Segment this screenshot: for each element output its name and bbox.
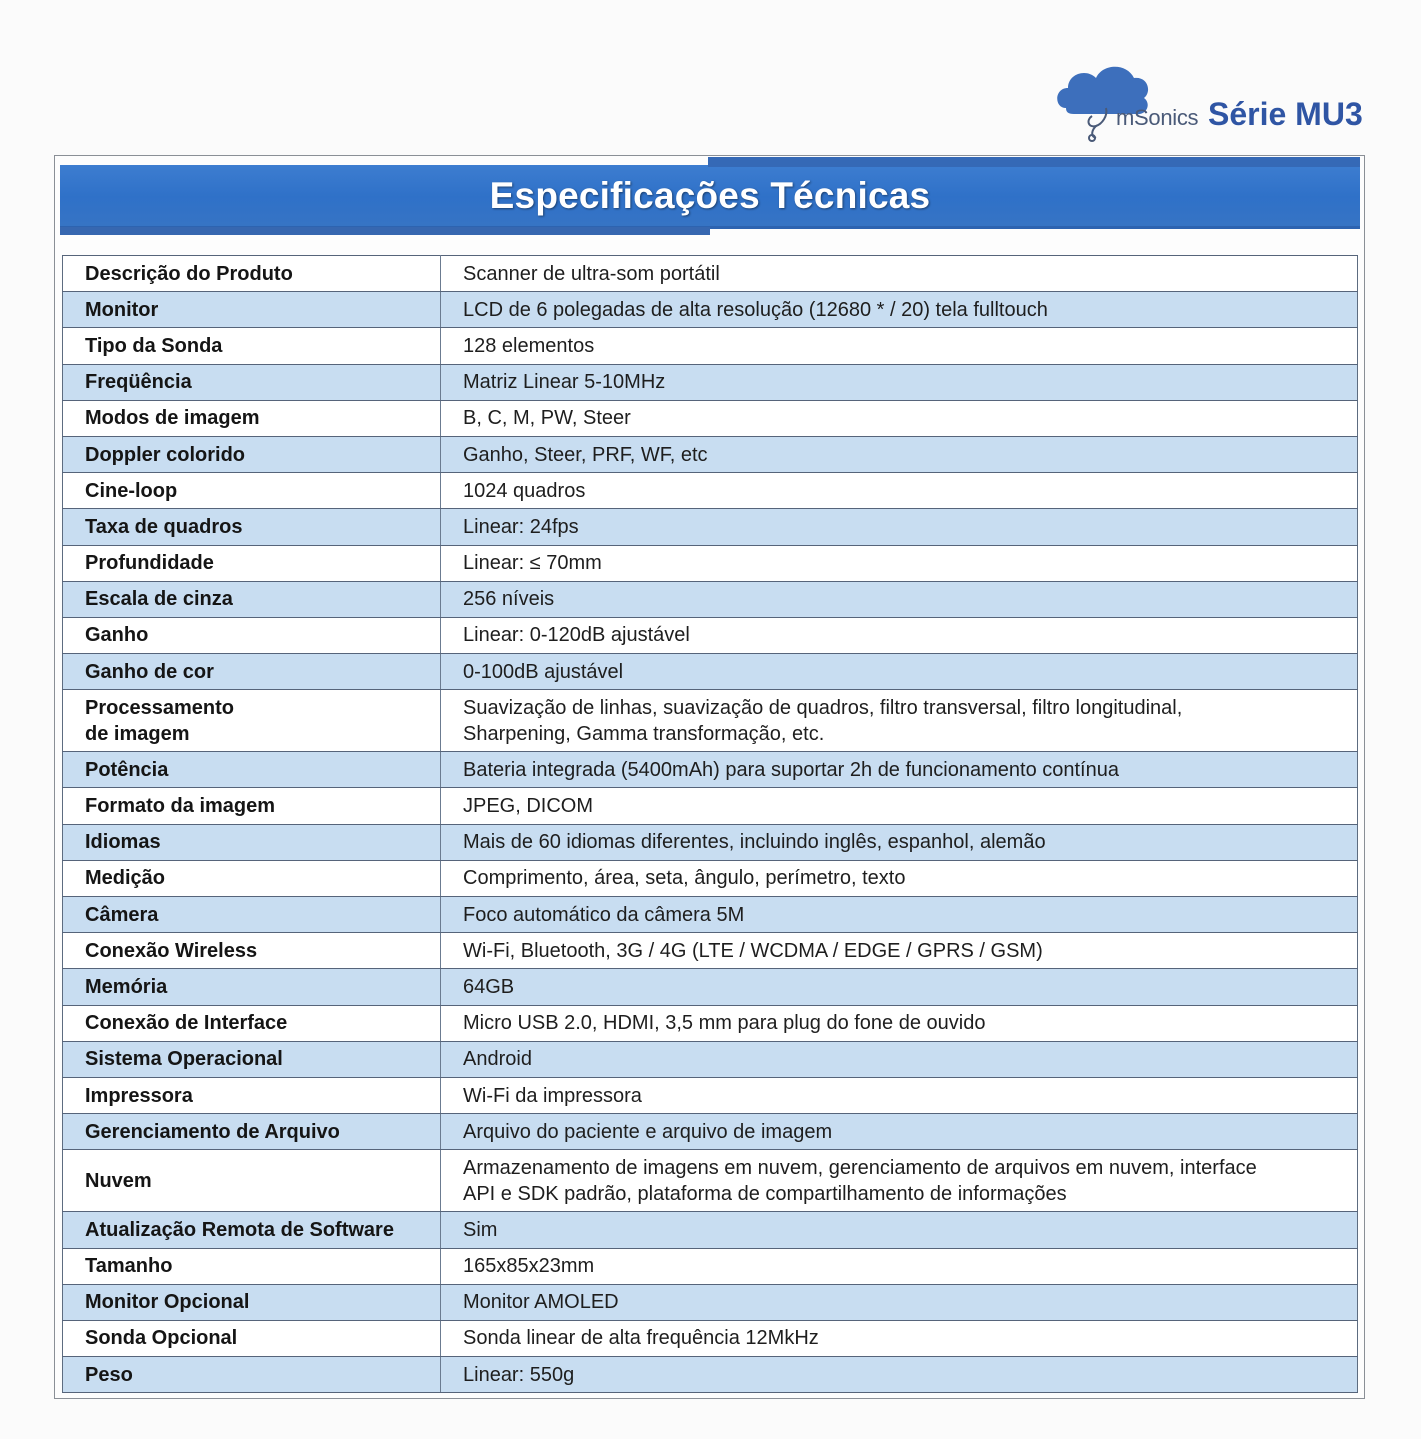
table-row [63,969,1358,1005]
spec-value-line: Sharpening, Gamma transformação, etc. [463,722,825,745]
spec-value: Android [441,1041,1358,1077]
spec-value: Linear: ≤ 70mm [441,545,1358,581]
table-row [63,1005,1358,1041]
spec-label [63,690,441,752]
spec-label: Escala de cinza [63,581,441,617]
spec-label: Tamanho [63,1248,441,1284]
table-row [63,1150,1358,1212]
spec-value: Foco automático da câmera 5M [441,897,1358,933]
spec-label: Doppler colorido [63,436,441,472]
spec-value: Monitor AMOLED [441,1284,1358,1320]
spec-label: Formato da imagem [63,788,441,824]
table-row [63,654,1358,690]
spec-label: Memória [63,969,441,1005]
table-row [63,581,1358,617]
banner-accent-top [708,157,1360,167]
specifications-table-body [63,256,1358,1393]
spec-value [441,1150,1358,1212]
spec-value [441,690,1358,752]
table-row [63,788,1358,824]
spec-value: Arquivo do paciente e arquivo de imagem [441,1114,1358,1150]
banner-accent-bottom [60,227,710,235]
spec-label: Ganho [63,617,441,653]
spec-value: Wi-Fi, Bluetooth, 3G / 4G (LTE / WCDMA / EDGE / GPRS / GSM) [441,933,1358,969]
spec-value: Micro USB 2.0, HDMI, 3,5 mm para plug do fone de ouvido [441,1005,1358,1041]
spec-label: Atualização Remota de Software [63,1212,441,1248]
series-title: Série MU3 [1208,96,1363,132]
spec-label: Profundidade [63,545,441,581]
spec-value: Mais de 60 idiomas diferentes, incluindo inglês, espanhol, alemão [441,824,1358,860]
spec-value: Wi-Fi da impressora [441,1077,1358,1113]
spec-label: Sistema Operacional [63,1041,441,1077]
spec-label: Nuvem [63,1150,441,1212]
spec-value: 165x85x23mm [441,1248,1358,1284]
spec-value-line: API e SDK padrão, plataforma de compartilhamento de informações [463,1182,1067,1205]
table-row [63,1320,1358,1356]
spec-value: 0-100dB ajustável [441,654,1358,690]
table-row [63,617,1358,653]
spec-value: Linear: 550g [441,1357,1358,1393]
spec-label: Cine-loop [63,473,441,509]
spec-label: Monitor Opcional [63,1284,441,1320]
table-row [63,545,1358,581]
spec-value: Matriz Linear 5-10MHz [441,364,1358,400]
table-row [63,1212,1358,1248]
table-row [63,364,1358,400]
table-row [63,1114,1358,1150]
brand-logo-text: mSonics [1116,105,1199,130]
spec-value: JPEG, DICOM [441,788,1358,824]
spec-value: Ganho, Steer, PRF, WF, etc [441,436,1358,472]
spec-value: Sim [441,1212,1358,1248]
spec-value-line: Armazenamento de imagens em nuvem, gerenciamento de arquivos em nuvem, interface [463,1156,1257,1179]
table-row [63,860,1358,896]
spec-value: Sonda linear de alta frequência 12MkHz [441,1320,1358,1356]
spec-value-line: Suavização de linhas, suavização de quadros, filtro transversal, filtro longitudinal, [463,696,1183,719]
spec-label: Conexão Wireless [63,933,441,969]
spec-label-line: de imagem [85,722,190,745]
table-row [63,897,1358,933]
table-row [63,328,1358,364]
table-row [63,292,1358,328]
table-row [63,509,1358,545]
spec-value: LCD de 6 polegadas de alta resolução (12680 * / 20) tela fulltouch [441,292,1358,328]
spec-label: Ganho de cor [63,654,441,690]
spec-value: Comprimento, área, seta, ângulo, perímetro, texto [441,860,1358,896]
spec-value: Bateria integrada (5400mAh) para suportar 2h de funcionamento contínua [441,752,1358,788]
spec-label: Idiomas [63,824,441,860]
spec-label: Medição [63,860,441,896]
spec-label: Freqüência [63,364,441,400]
table-row [63,933,1358,969]
table-row [63,1077,1358,1113]
spec-label: Câmera [63,897,441,933]
spec-label: Impressora [63,1077,441,1113]
table-row [63,690,1358,752]
table-row [63,752,1358,788]
spec-label: Conexão de Interface [63,1005,441,1041]
table-row [63,436,1358,472]
brand-header [1052,58,1372,148]
spec-label-line: Processamento [85,696,234,719]
page-title: Especificações Técnicas [489,175,931,216]
spec-value: Linear: 24fps [441,509,1358,545]
table-row [63,824,1358,860]
title-banner [60,165,1360,229]
spec-label: Peso [63,1357,441,1393]
table-row [63,473,1358,509]
spec-label: Taxa de quadros [63,509,441,545]
table-row [63,256,1358,292]
spec-value: 256 níveis [441,581,1358,617]
table-row [63,1284,1358,1320]
spec-value: 1024 quadros [441,473,1358,509]
spec-value: Linear: 0-120dB ajustável [441,617,1358,653]
spec-label: Sonda Opcional [63,1320,441,1356]
specifications-table [62,255,1358,1393]
table-row [63,400,1358,436]
spec-label: Potência [63,752,441,788]
table-row [63,1357,1358,1393]
spec-value: B, C, M, PW, Steer [441,400,1358,436]
spec-label: Modos de imagem [63,400,441,436]
spec-label: Tipo da Sonda [63,328,441,364]
spec-label: Gerenciamento de Arquivo [63,1114,441,1150]
spec-label: Monitor [63,292,441,328]
table-row [63,1041,1358,1077]
spec-value: 64GB [441,969,1358,1005]
spec-label: Descrição do Produto [63,256,441,292]
table-row [63,1248,1358,1284]
spec-value: 128 elementos [441,328,1358,364]
spec-value: Scanner de ultra-som portátil [441,256,1358,292]
